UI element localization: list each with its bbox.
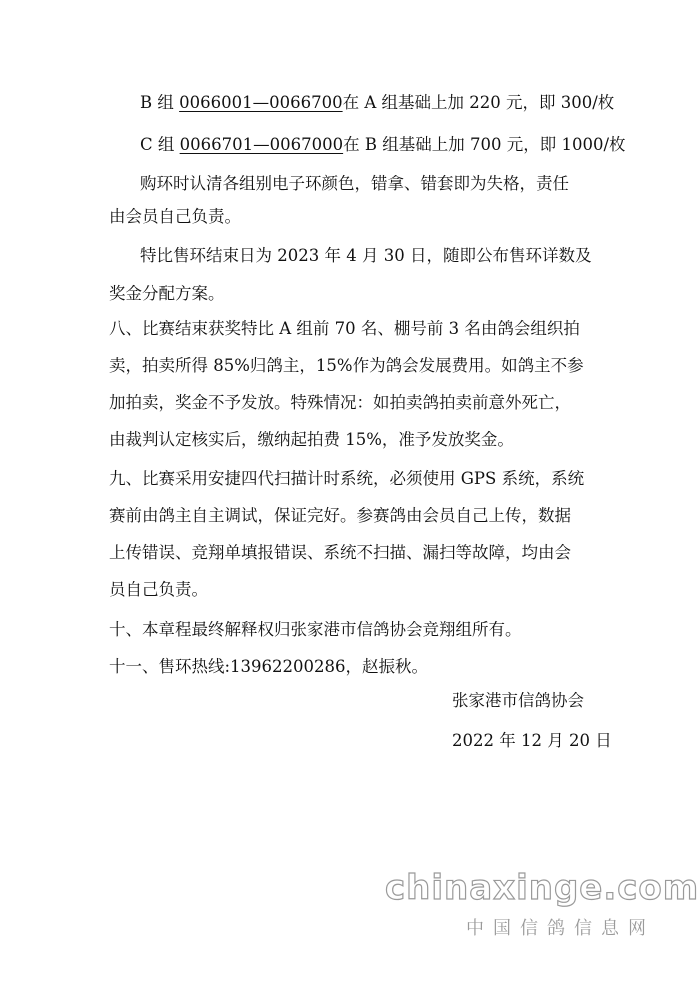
section-8-line-4: 由裁判认定核实后，缴纳起拍费 15%，准予发放奖金。: [109, 430, 514, 449]
signature-org: 张家港市信鸽协会: [452, 691, 584, 710]
section-8-line-2: 卖，拍卖所得 85%归鸽主，15%作为鸽会发展费用。如鸽主不参: [109, 356, 584, 375]
section-8-line-1: 八、比赛结束获奖特比 A 组前 70 名、棚号前 3 名由鸽会组织拍: [109, 319, 580, 338]
signature-date: 2022 年 12 月 20 日: [452, 731, 612, 750]
purchase-note-line-2: 由会员自己负责。: [109, 207, 241, 226]
ring-price-text: 在 A 组基础上加 220 元，即 300/枚: [342, 93, 615, 112]
section-10: 十、本章程最终解释权归张家港市信鸽协会竞翔组所有。: [109, 620, 522, 639]
purchase-note-line-1: 购环时认清各组别电子环颜色，错拿、错套即为失格，责任: [140, 174, 569, 193]
section-9-line-2: 赛前由鸽主自主调试，保证完好。参赛鸽由会员自己上传，数据: [109, 506, 571, 525]
ring-number-range: 0066701—0067000: [179, 135, 344, 154]
section-11: 十一、售环热线:13962200286，赵振秋。: [109, 657, 429, 676]
watermark-site-name: 中国信鸽信息网: [466, 918, 655, 939]
sale-end-line-1: 特比售环结束日为 2023 年 4 月 30 日，随即公布售环详数及: [140, 246, 592, 265]
section-9-line-4: 员自己负责。: [109, 580, 208, 599]
section-9-line-1: 九、比赛采用安捷四代扫描计时系统，必须使用 GPS 系统，系统: [109, 469, 585, 488]
section-9-line-3: 上传错误、竞翔单填报错误、系统不扫描、漏扫等故障，均由会: [109, 543, 571, 562]
ring-group-c: [140, 134, 700, 156]
group-label: B 组: [140, 93, 174, 112]
section-8-line-3: 加拍卖，奖金不予发放。特殊情况：如拍卖鸽拍卖前意外死亡，: [109, 393, 571, 412]
group-label: C 组: [140, 135, 175, 154]
watermark-domain: chinaxinge.com: [385, 868, 700, 908]
sale-end-line-2: 奖金分配方案。: [109, 284, 225, 303]
ring-group-b: [140, 92, 700, 114]
ring-number-range: 0066001—0066700: [179, 93, 343, 112]
ring-price-text: 在 B 组基础上加 700 元，即 1000/枚: [343, 135, 626, 154]
